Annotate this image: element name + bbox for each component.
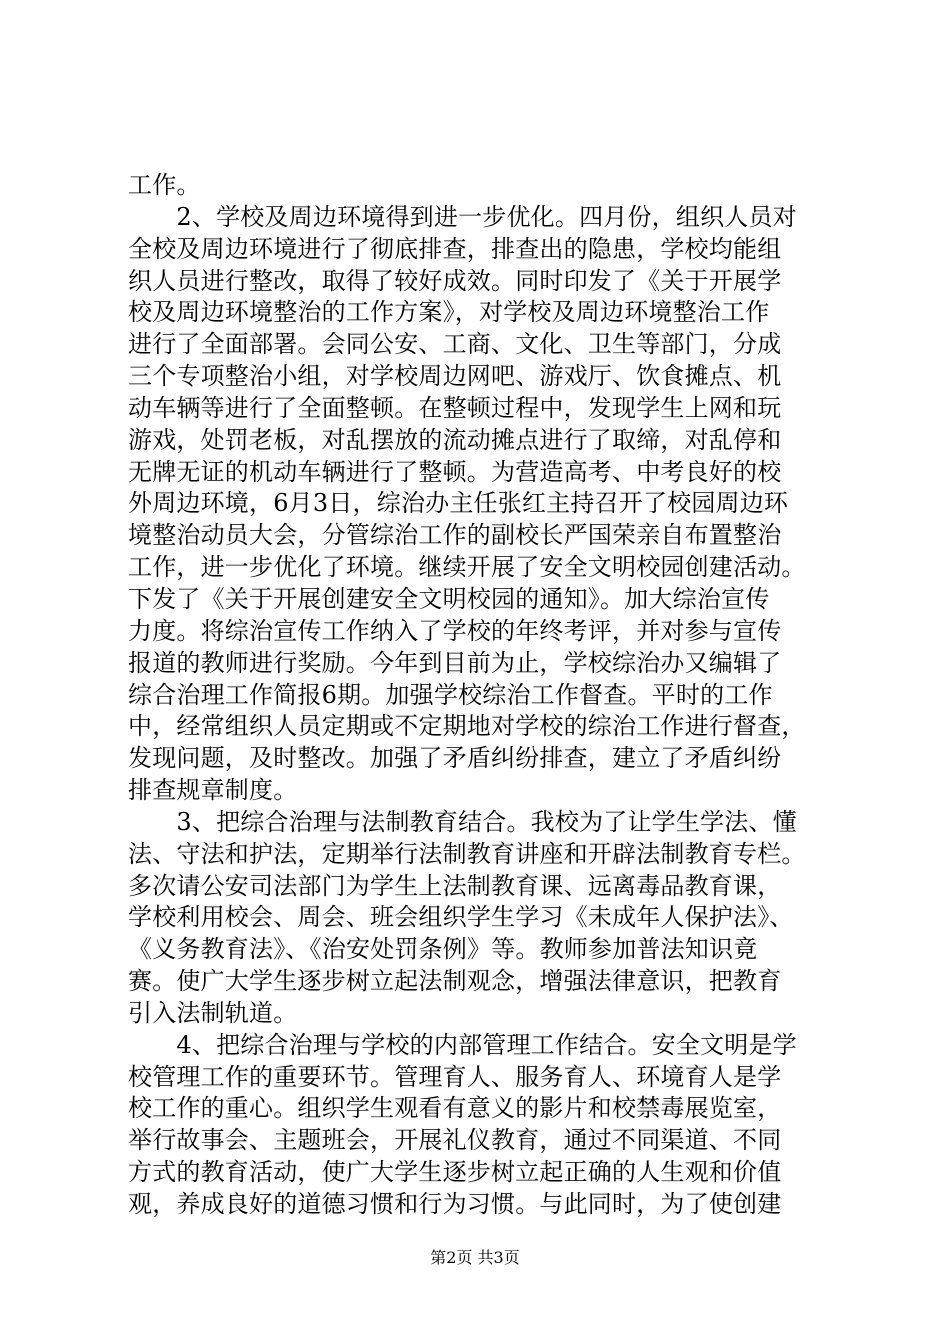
text-line: 进行了全面部署。会同公安、工商、文化、卫生等部门，分成 [128,330,782,359]
text-line: 力度。将综治宣传工作纳入了学校的年终考评，并对参与宣传 [128,616,782,645]
text-line: 校及周边环境整治的工作方案》，对学校及周边环境整治工作 [128,298,770,327]
text-line: 境整治动员大会，分管综治工作的副校长严国荣亲自布置整治 [128,521,782,550]
text-line: 综合治理工作简报6期。加强学校综治工作督查。平时的工作 [128,680,773,709]
text-line: 《义务教育法》、《治安处罚条例》等。教师参加普法知识竟 [128,935,758,964]
text-line: 动车辆等进行了全面整顿。在整顿过程中，发现学生上网和玩 [128,393,782,422]
text-line: 校工作的重心。组织学生观看有意义的影片和校禁毒展览室， [128,1094,782,1123]
text-line: 4、把综合治理与学校的内部管理工作结合。安全文明是学 [128,1030,797,1059]
text-line: 排查规章制度。 [128,776,298,805]
text-line: 2、学校及周边环境得到进一步优化。四月份，组织人员对 [128,202,797,231]
text-line: 工作，进一步优化了环境。继续开展了安全文明校园创建活动。 [128,553,806,582]
text-line: 三个专项整治小组，对学校周边网吧、游戏厅、饮食摊点、机 [128,362,782,391]
page-number-footer: 第2页 共3页 [430,1248,520,1267]
text-line: 游戏，处罚老板，对乱摆放的流动摊点进行了取缔，对乱停和 [128,425,782,454]
text-line: 学校利用校会、周会、班会组织学生学习《未成年人保护法》、 [128,903,794,932]
text-line: 多次请公安司法部门为学生上法制教育课、远离毒品教育课， [128,871,782,900]
text-line: 发现问题，及时整改。加强了矛盾纠纷排查，建立了矛盾纠纷 [128,744,782,773]
text-line: 中，经常组织人员定期或不定期地对学校的综治工作进行督查， [128,712,806,741]
text-line: 外周边环境，6月3日，综治办主任张红主持召开了校园周边环 [128,489,789,518]
document-body [128,170,834,1221]
text-line: 下发了《关于开展创建安全文明校园的通知》。加大综治宣传 [128,584,770,613]
text-line: 工作。 [128,171,201,199]
text-line: 法、守法和护法，定期举行法制教育讲座和开辟法制教育专栏。 [128,839,806,868]
text-line: 校管理工作的重要环节。管理育人、服务育人、环境育人是学 [128,1062,782,1091]
text-line: 全校及周边环境进行了彻底排查，排查出的隐患，学校均能组 [128,234,782,263]
text-line: 举行故事会、主题班会，开展礼仪教育，通过不同渠道、不同 [128,1126,782,1155]
text-line: 赛。使广大学生逐步树立起法制观念，增强法律意识，把教育 [128,967,782,996]
text-line: 方式的教育活动，使广大学生逐步树立起正确的人生观和价值 [128,1158,782,1187]
text-line: 观，养成良好的道德习惯和行为习惯。与此同时，为了使创建 [128,1190,782,1218]
text-line: 报道的教师进行奖励。今年到目前为止，学校综治办又编辑了 [128,648,782,677]
text-line: 3、把综合治理与法制教育结合。我校为了让学生学法、懂 [128,807,797,836]
text-line: 织人员进行整改，取得了较好成效。同时印发了《关于开展学 [128,266,782,295]
text-line: 引入法制轨道。 [128,998,298,1027]
text-line: 无牌无证的机动车辆进行了整顿。为营造高考、中考良好的校 [128,457,782,486]
